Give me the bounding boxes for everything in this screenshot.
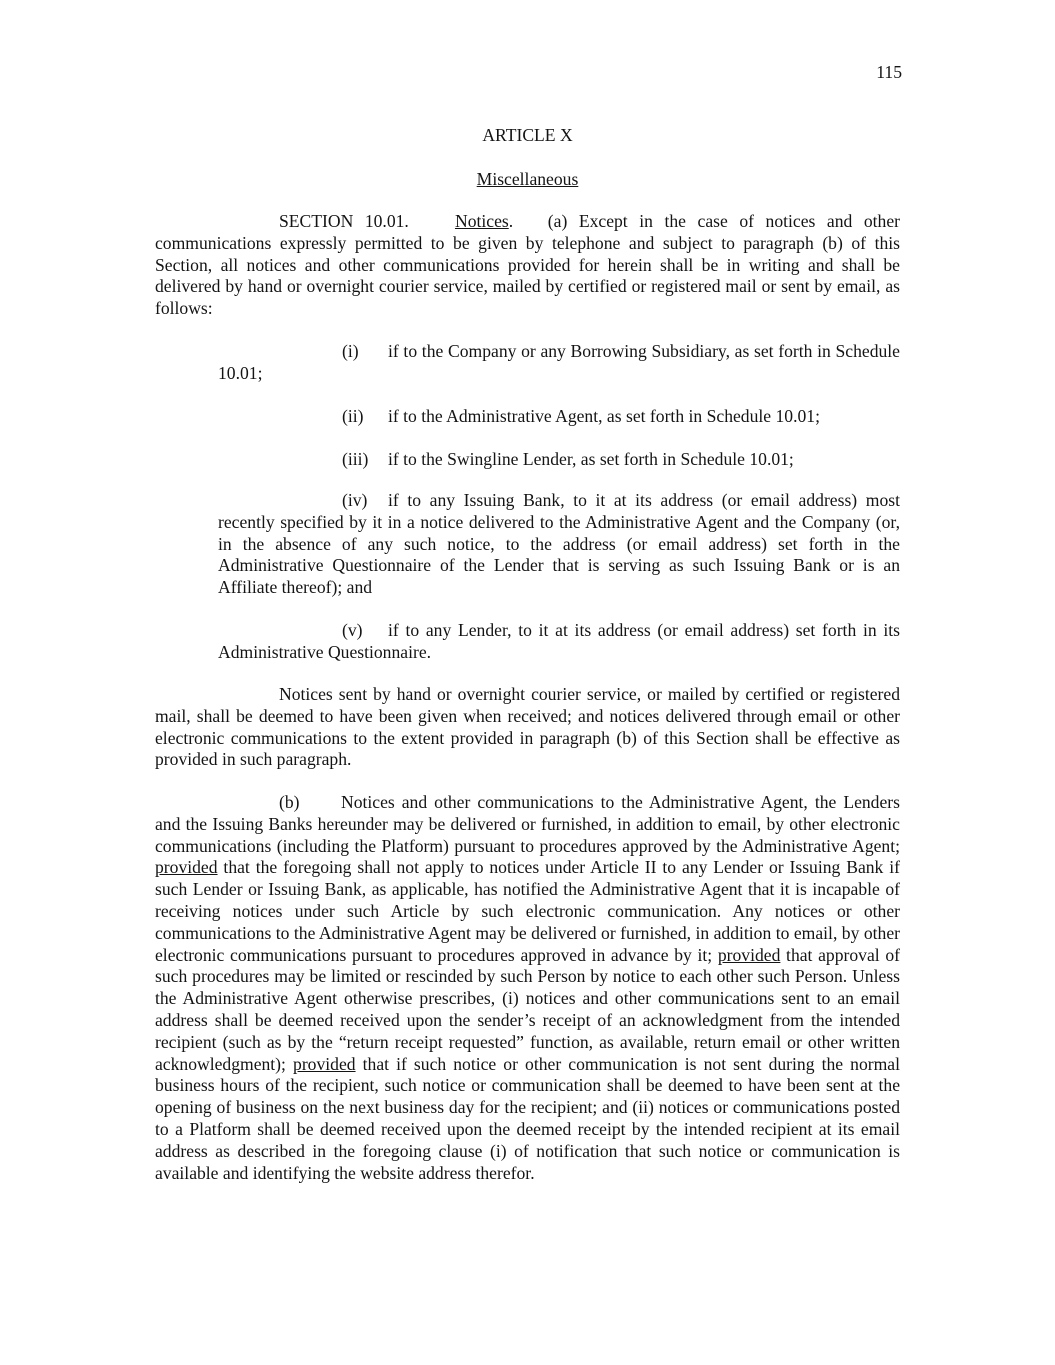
list-item-ii: [218, 406, 900, 428]
section-label: SECTION 10.01.: [279, 211, 409, 231]
list-marker: (v): [342, 620, 363, 640]
list-marker: (ii): [342, 406, 364, 426]
list-item-v: [218, 620, 900, 664]
paragraph-b-marker: (b): [279, 792, 300, 812]
article-subtitle: [155, 169, 900, 191]
list-item-text: if to any Issuing Bank, to it at its address (or email address) most recently specified by it in a notice delivered to the Administrative Agent and the Company (or, in the absence of any such notice, to the address (or email address) set forth in the Administrative Questionnaire of the Lender that is serving as such Issuing Bank or is an Affiliate thereof); and: [218, 490, 900, 598]
paragraph-b-part2: that the foregoing shall not apply to notices under Article II to any Lender or Issuing Bank if such Lender or Issuing Bank, as applicable, has notified the Administrative Agent that it is incapable of receiving notices under such Article by such electronic communication. Any notices or other communications to the Administrative Agent may be delivered or furnished, in addition to email, by other electronic communications pursuant to procedures approved in advance by it;: [155, 857, 900, 965]
list-item-text: if to the Company or any Borrowing Subsidiary, as set forth in Schedule 10.01;: [218, 341, 900, 383]
notices-paragraph-text: Notices sent by hand or overnight courier service, or mailed by certified or registered mail, shall be deemed to have been given when received; and notices delivered through email or other electronic communications to the extent provided in paragraph (b) of this Section shall be effective as provided in such paragraph.: [155, 684, 900, 770]
list-marker: (iv): [342, 490, 368, 510]
provided-term: provided: [717, 944, 781, 965]
paragraph-b: [155, 792, 900, 1184]
list-item-iii: [218, 449, 900, 471]
provided-term: provided: [155, 857, 218, 878]
paragraph-b-part4: that if such notice or other communication is not sent during the normal business hours of the recipient, such notice or communication shall be deemed to have been sent at the opening of business on the next business day for the recipient; and (ii) notices or communications posted to a Platform shall be deemed received upon the deemed receipt by the intended recipient at its email address as described in the foregoing clause (i) of notification that such notice or communication is available and identifying the website address therefor.: [155, 1053, 900, 1183]
list-item-text: if to any Lender, to it at its address (or email address) set forth in its Administrative Questionnaire.: [218, 620, 900, 662]
section-intro: (a) Except in the case of notices and other communications expressly permitted to be given by telephone and subject to paragraph (b) of this Section, all notices and other communications provided for herein shall be in writing and shall be delivered by hand or overnight courier service, mailed by certified or registered mail or sent by email, as follows:: [155, 211, 900, 319]
list-marker: (i): [342, 341, 359, 361]
section-title-period: .: [508, 211, 514, 231]
provided-term: provided: [293, 1053, 356, 1074]
list-item-text: if to the Swingline Lender, as set forth in Schedule 10.01;: [388, 449, 794, 469]
list-item-iv: [218, 490, 900, 599]
paragraph-b-part3: that approval of such procedures may be limited or rescinded by such Person by notice to each other such Person. Unless the Administrative Agent otherwise prescribes, (i) notices and other communications sent to an email address shall be deemed received upon the sender’s receipt of an acknowledgment from the intended recipient (such as by the “return receipt requested” function, as available, return email or other written acknowledgment);: [155, 944, 900, 1074]
section-title: Notices: [454, 211, 509, 231]
subtitle-text: Miscellaneous: [476, 169, 579, 189]
section-10-01-paragraph: [155, 211, 900, 320]
paragraph-b-part1: Notices and other communications to the Administrative Agent, the Lenders and the Issuing Banks hereunder may be delivered or furnished, in addition to email, by other electronic communications (including the Platform) pursuant to procedures approved by the Administrative Agent;: [155, 792, 900, 856]
page-number: 115: [876, 62, 902, 82]
list-item-text: if to the Administrative Agent, as set forth in Schedule 10.01;: [388, 406, 820, 426]
list-item-i: [218, 341, 900, 385]
article-heading: ARTICLE X: [482, 125, 573, 145]
notices-paragraph: [155, 684, 900, 771]
list-marker: (iii): [342, 449, 369, 469]
